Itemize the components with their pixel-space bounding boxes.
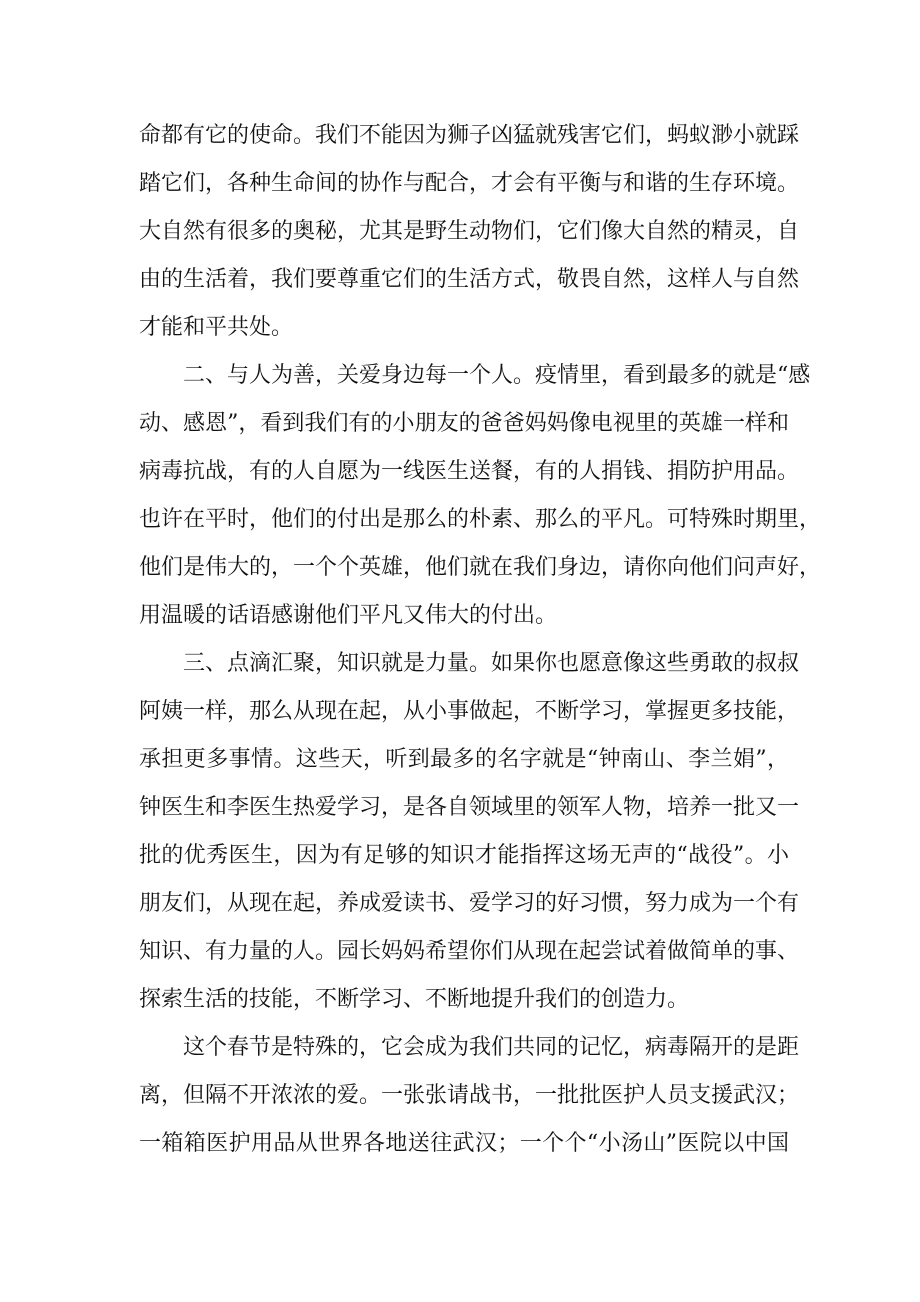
text-line: 一箱箱医护用品从世界各地送往武汉；一个个“小汤山”医院以中国	[139, 1131, 789, 1156]
text-line: 他们是伟大的，一个个英雄，他们就在我们身边，请你向他们问声好，	[139, 555, 822, 580]
text-line: 病毒抗战，有的人自愿为一线医生送餐，有的人捐钱、捐防护用品。	[139, 459, 800, 484]
text-line: 命都有它的使命。我们不能因为狮子凶猛就残害它们，蚂蚁渺小就踩	[139, 123, 800, 148]
text-line: 探索生活的技能，不断学习、不断地提升我们的创造力。	[139, 987, 690, 1012]
paragraph-spring-festival	[139, 1024, 800, 1168]
text-line: 这个春节是特殊的，它会成为我们共同的记忆，病毒隔开的是距	[183, 1035, 800, 1060]
document-body	[139, 112, 822, 1168]
text-line: 知识、有力量的人。园长妈妈希望你们从现在起尝试着做简单的事、	[139, 939, 800, 964]
text-line: 动、感恩”，看到我们有的小朋友的爸爸妈妈像电视里的英雄一样和	[139, 411, 789, 436]
text-line: 用温暖的话语感谢他们平凡又伟大的付出。	[139, 603, 558, 628]
text-line: 离，但隔不开浓浓的爱。一张张请战书，一批批医护人员支援武汉；	[139, 1083, 800, 1108]
paragraph-kindness	[139, 352, 822, 640]
text-line: 批的优秀医生，因为有足够的知识才能指挥这场无声的“战役”。小	[139, 843, 789, 868]
paragraph-knowledge	[139, 640, 800, 1024]
text-line: 钟医生和李医生热爱学习，是各自领域里的领军人物，培养一批又一	[139, 795, 800, 820]
text-line: 由的生活着，我们要尊重它们的生活方式，敬畏自然，这样人与自然	[139, 267, 800, 292]
text-line: 也许在平时，他们的付出是那么的朴素、那么的平凡。可特殊时期里，	[139, 507, 822, 532]
paragraph-nature	[139, 112, 800, 352]
text-line: 三、点滴汇聚，知识就是力量。如果你也愿意像这些勇敢的叔叔	[183, 651, 800, 676]
text-line: 二、与人为善，关爱身边每一个人。疫情里，看到最多的就是“感	[183, 363, 811, 388]
text-line: 承担更多事情。这些天，听到最多的名字就是“钟南山、李兰娟”，	[139, 747, 789, 772]
text-line: 朋友们，从现在起，养成爱读书、爱学习的好习惯，努力成为一个有	[139, 891, 800, 916]
text-line: 才能和平共处。	[139, 315, 294, 340]
text-line: 阿姨一样，那么从现在起，从小事做起，不断学习，掌握更多技能，	[139, 699, 800, 724]
text-line: 踏它们，各种生命间的协作与配合，才会有平衡与和谐的生存环境。	[139, 171, 800, 196]
text-line: 大自然有很多的奥秘，尤其是野生动物们，它们像大自然的精灵，自	[139, 219, 800, 244]
